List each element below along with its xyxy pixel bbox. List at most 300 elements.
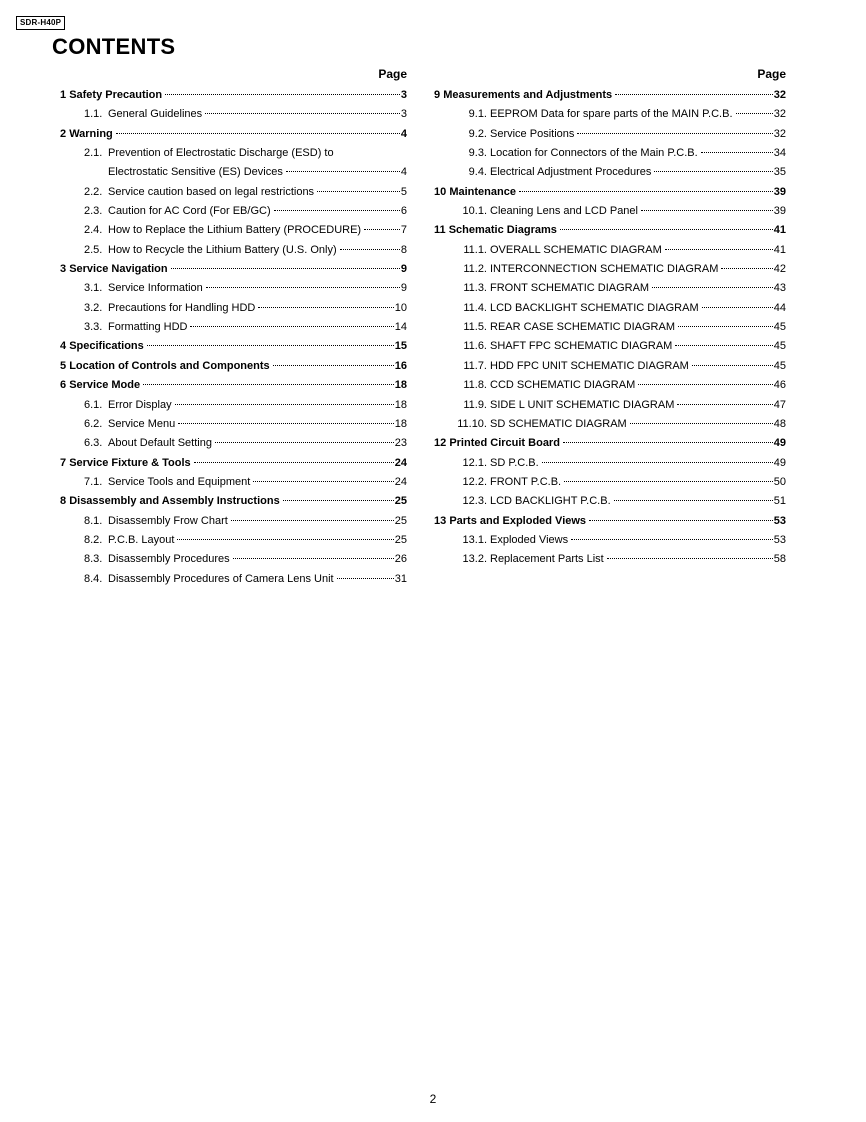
toc-entry-number: 9.3. bbox=[468, 147, 487, 160]
dot-leader bbox=[258, 306, 393, 308]
model-tag: SDR-H40P bbox=[16, 16, 65, 30]
toc-entry[interactable] bbox=[434, 415, 786, 434]
dot-leader bbox=[654, 170, 772, 172]
dot-leader bbox=[177, 538, 393, 540]
toc-entry-page: 7 bbox=[400, 224, 407, 237]
toc-entry-title: Location for Connectors of the Main P.C.B. bbox=[490, 147, 698, 160]
dot-leader bbox=[286, 170, 400, 172]
toc-entry-title: Replacement Parts List bbox=[490, 553, 604, 566]
toc-entry-label bbox=[451, 241, 662, 260]
page-column-header: Page bbox=[378, 67, 407, 81]
dot-leader bbox=[194, 461, 394, 463]
toc-entry-page: 41 bbox=[773, 224, 786, 237]
toc-entry[interactable] bbox=[60, 279, 407, 298]
toc-entry-label bbox=[451, 492, 611, 511]
toc-entry-label bbox=[451, 163, 651, 182]
dot-leader bbox=[206, 286, 400, 288]
toc-entry[interactable] bbox=[60, 570, 407, 589]
dot-leader bbox=[589, 519, 773, 521]
toc-entry-page: 9 bbox=[400, 282, 407, 295]
toc-entry-page: 25 bbox=[394, 514, 407, 527]
dot-leader bbox=[337, 577, 394, 579]
toc-entry-number: 11.8. bbox=[463, 379, 487, 392]
toc-section[interactable] bbox=[60, 376, 407, 395]
toc-entry-label bbox=[451, 260, 718, 279]
toc-entry-page: 47 bbox=[773, 398, 786, 411]
toc-entry[interactable] bbox=[434, 396, 786, 415]
dot-leader bbox=[721, 267, 772, 269]
toc-entry-title: SIDE L UNIT SCHEMATIC DIAGRAM bbox=[490, 398, 675, 411]
toc-entry-page: 45 bbox=[773, 340, 786, 353]
dot-leader bbox=[607, 557, 773, 559]
dot-leader bbox=[615, 93, 773, 95]
toc-entry-title: SHAFT FPC SCHEMATIC DIAGRAM bbox=[490, 340, 673, 353]
toc-entry-label bbox=[451, 415, 627, 434]
dot-leader bbox=[165, 93, 400, 95]
toc-entry-page: 3 bbox=[400, 108, 407, 121]
toc-entry[interactable] bbox=[60, 415, 407, 434]
toc-entry-page: 53 bbox=[773, 533, 786, 546]
toc-entry-label bbox=[451, 396, 674, 415]
toc-entry-page: 53 bbox=[773, 514, 786, 527]
toc-entry-page: 9 bbox=[400, 263, 407, 276]
toc-entry-page: 45 bbox=[773, 321, 786, 334]
toc-section[interactable] bbox=[60, 260, 407, 279]
toc-entry-number: 9.4. bbox=[468, 166, 487, 179]
dot-leader bbox=[736, 112, 773, 114]
toc-entry-label bbox=[60, 492, 280, 511]
toc-entry-title: Precautions for Handling HDD bbox=[108, 301, 256, 314]
toc-column-right bbox=[434, 66, 786, 570]
toc-entry-page: 18 bbox=[394, 379, 407, 392]
toc-entry-title: Measurements and Adjustments bbox=[443, 89, 613, 101]
toc-entry-number: 9.1. bbox=[468, 108, 487, 121]
toc-entry-title: How to Replace the Lithium Battery (PROCEDURE) bbox=[108, 224, 362, 237]
toc-entry-page: 4 bbox=[400, 127, 407, 140]
toc-entry-title: Electrical Adjustment Procedures bbox=[490, 166, 652, 179]
toc-entry-title: General Guidelines bbox=[108, 108, 203, 121]
toc-entry-number: 10 bbox=[434, 185, 447, 198]
toc-section[interactable] bbox=[434, 183, 786, 202]
toc-entry[interactable] bbox=[60, 144, 407, 163]
toc-entry-label bbox=[451, 125, 574, 144]
toc-entry-page: 18 bbox=[394, 417, 407, 430]
toc-entry-label bbox=[60, 125, 113, 144]
toc-entry-number: 3.3. bbox=[84, 321, 103, 334]
dot-leader bbox=[171, 267, 400, 269]
toc-entry-label bbox=[434, 183, 516, 202]
toc-entry-page: 51 bbox=[773, 495, 786, 508]
toc-entry-label bbox=[434, 434, 560, 453]
toc-entry-title: About Default Setting bbox=[108, 437, 212, 450]
toc-entry-page: 58 bbox=[773, 553, 786, 566]
dot-leader bbox=[652, 286, 773, 288]
toc-entry-page: 15 bbox=[394, 340, 407, 353]
toc-entry[interactable] bbox=[434, 376, 786, 395]
toc-entry-page: 41 bbox=[773, 243, 786, 256]
toc-entry-label bbox=[451, 376, 635, 395]
toc-entry[interactable] bbox=[434, 454, 786, 473]
toc-entry[interactable] bbox=[60, 550, 407, 569]
toc-entry-page: 24 bbox=[394, 456, 407, 469]
toc-entry-title: Service Tools and Equipment bbox=[108, 475, 251, 488]
dot-leader bbox=[630, 422, 773, 424]
toc-entry-label bbox=[84, 473, 250, 492]
toc-entry-title: Safety Precaution bbox=[69, 89, 163, 101]
toc-entry-number: 8.3. bbox=[84, 553, 103, 566]
toc-entry-title: Specifications bbox=[69, 340, 144, 353]
toc-entry-number: 11.4. bbox=[463, 301, 487, 314]
toc-entry-number: 13 bbox=[434, 514, 447, 527]
toc-entry-label bbox=[451, 144, 698, 163]
toc-entry-label bbox=[451, 531, 568, 550]
dot-leader bbox=[519, 190, 773, 192]
toc-entry-number: 9.2. bbox=[468, 127, 487, 140]
dot-leader bbox=[614, 499, 773, 501]
toc-entry-title: Service Positions bbox=[490, 127, 575, 140]
toc-entry-page: 14 bbox=[394, 321, 407, 334]
toc-entry-number: 3.2. bbox=[84, 301, 103, 314]
toc-entry-title: Cleaning Lens and LCD Panel bbox=[490, 205, 638, 218]
toc-entry-number: 3.1. bbox=[84, 282, 103, 295]
toc-section[interactable] bbox=[60, 357, 407, 376]
toc-entry-label bbox=[451, 202, 638, 221]
dot-leader bbox=[233, 557, 394, 559]
toc-entry-label bbox=[84, 144, 334, 163]
toc-entry[interactable] bbox=[434, 105, 786, 124]
toc-entry[interactable] bbox=[434, 241, 786, 260]
toc-entry-page: 23 bbox=[394, 437, 407, 450]
toc-entry-title: SD SCHEMATIC DIAGRAM bbox=[490, 417, 627, 430]
dot-leader bbox=[231, 519, 394, 521]
toc-entry-title: Formatting HDD bbox=[108, 321, 188, 334]
toc-entry-page: 39 bbox=[773, 185, 786, 198]
toc-list-right bbox=[434, 86, 786, 570]
toc-entry-page: 46 bbox=[773, 379, 786, 392]
toc-entry[interactable] bbox=[60, 163, 407, 182]
toc-entry-number: 2.1. bbox=[84, 147, 103, 160]
toc-entry-page: 42 bbox=[773, 263, 786, 276]
toc-entry-page: 32 bbox=[773, 127, 786, 140]
toc-entry-number: 7 bbox=[60, 456, 67, 469]
toc-entry-number: 2.4. bbox=[84, 224, 103, 237]
toc-entry-title: REAR CASE SCHEMATIC DIAGRAM bbox=[490, 321, 675, 334]
toc-entry-title: Disassembly Procedures of Camera Lens Unit bbox=[108, 572, 334, 585]
toc-entry-number: 6 bbox=[60, 379, 67, 392]
toc-entry-label bbox=[84, 512, 228, 531]
toc-entry-title: Prevention of Electrostatic Discharge (ESD) to bbox=[108, 147, 334, 160]
dot-leader bbox=[215, 441, 394, 443]
toc-entry-label bbox=[108, 163, 283, 182]
toc-entry-label bbox=[434, 512, 586, 531]
toc-entry-title: Service caution based on legal restrictions bbox=[108, 185, 315, 198]
dot-leader bbox=[692, 364, 773, 366]
toc-entry-page: 25 bbox=[394, 495, 407, 508]
toc-entry-page: 35 bbox=[773, 166, 786, 179]
toc-entry[interactable] bbox=[434, 318, 786, 337]
toc-section[interactable] bbox=[434, 434, 786, 453]
dot-leader bbox=[665, 248, 773, 250]
toc-entry[interactable] bbox=[434, 163, 786, 182]
dot-leader bbox=[283, 499, 394, 501]
toc-entry-title: Disassembly and Assembly Instructions bbox=[69, 495, 280, 508]
dot-leader bbox=[143, 383, 394, 385]
toc-entry-page: 4 bbox=[400, 166, 407, 179]
toc-entry-number: 6.1. bbox=[84, 398, 103, 411]
toc-entry-title: Service Information bbox=[108, 282, 203, 295]
toc-entry-page: 16 bbox=[394, 359, 407, 372]
toc-entry-title: Service Fixture & Tools bbox=[69, 456, 191, 469]
toc-entry-number: 1.1. bbox=[84, 108, 103, 121]
dot-leader bbox=[147, 344, 394, 346]
toc-entry-number: 1 bbox=[60, 89, 67, 101]
dot-leader bbox=[340, 248, 400, 250]
toc-entry-title: P.C.B. Layout bbox=[108, 533, 175, 546]
dot-leader bbox=[178, 422, 393, 424]
dot-leader bbox=[702, 306, 773, 308]
toc-entry-title: LCD BACKLIGHT P.C.B. bbox=[490, 495, 611, 508]
toc-entry-label bbox=[451, 454, 539, 473]
toc-entry-title: Maintenance bbox=[449, 185, 516, 198]
toc-section[interactable] bbox=[60, 86, 407, 105]
toc-entry-page: 49 bbox=[773, 437, 786, 450]
page-number: 2 bbox=[429, 1092, 437, 1106]
toc-entry-number: 8 bbox=[60, 495, 67, 508]
toc-entry-number: 8.2. bbox=[84, 533, 103, 546]
toc-entry-label bbox=[451, 550, 604, 569]
toc-entry-label bbox=[84, 299, 255, 318]
toc-entry-label bbox=[434, 221, 557, 240]
toc-entry-title: Service Mode bbox=[69, 379, 141, 392]
toc-entry-label bbox=[84, 434, 212, 453]
toc-entry-label bbox=[60, 337, 144, 356]
toc-entry-page: 49 bbox=[773, 456, 786, 469]
toc-entry-title: LCD BACKLIGHT SCHEMATIC DIAGRAM bbox=[490, 301, 699, 314]
toc-entry[interactable] bbox=[434, 125, 786, 144]
toc-entry-number: 5 bbox=[60, 359, 67, 372]
toc-entry-page: 31 bbox=[394, 572, 407, 585]
dot-leader bbox=[175, 403, 394, 405]
toc-entry-page: 5 bbox=[400, 185, 407, 198]
page-title: CONTENTS bbox=[52, 34, 176, 59]
toc-entry-title: Printed Circuit Board bbox=[449, 437, 560, 450]
toc-entry[interactable] bbox=[434, 260, 786, 279]
toc-entry-number: 12.2. bbox=[462, 475, 487, 488]
toc-entry-number: 11.3. bbox=[463, 282, 487, 295]
toc-entry-label bbox=[434, 86, 612, 105]
toc-entry[interactable] bbox=[60, 202, 407, 221]
toc-entry-page: 32 bbox=[773, 108, 786, 121]
toc-section[interactable] bbox=[434, 221, 786, 240]
toc-entry-number: 12.1. bbox=[462, 456, 487, 469]
toc-entry-label bbox=[84, 279, 203, 298]
toc-section[interactable] bbox=[434, 86, 786, 105]
toc-entry-page: 6 bbox=[400, 205, 407, 218]
dot-leader bbox=[205, 112, 400, 114]
dot-leader bbox=[677, 403, 772, 405]
toc-entry-page: 34 bbox=[773, 147, 786, 160]
toc-entry-title: Warning bbox=[69, 127, 113, 140]
toc-entry-title: Caution for AC Cord (For EB/GC) bbox=[108, 205, 271, 218]
toc-entry[interactable] bbox=[60, 531, 407, 550]
dot-leader bbox=[563, 441, 773, 443]
toc-entry[interactable] bbox=[60, 241, 407, 260]
toc-entry-label bbox=[84, 105, 202, 124]
toc-entry-title: Parts and Exploded Views bbox=[449, 514, 587, 527]
toc-entry-number: 2.5. bbox=[84, 243, 103, 256]
toc-entry-title: Electrostatic Sensitive (ES) Devices bbox=[108, 166, 283, 179]
toc-entry-number: 8.1. bbox=[84, 514, 103, 527]
toc-entry[interactable] bbox=[434, 279, 786, 298]
toc-entry-number: 3 bbox=[60, 263, 67, 276]
toc-entry-label bbox=[84, 183, 314, 202]
toc-entry-number: 11.5. bbox=[463, 321, 487, 334]
toc-entry-label bbox=[84, 221, 361, 240]
toc-entry[interactable] bbox=[434, 473, 786, 492]
toc-entry-page: 45 bbox=[773, 359, 786, 372]
toc-entry[interactable] bbox=[434, 337, 786, 356]
toc-entry-label bbox=[84, 396, 172, 415]
toc-entry-title: Exploded Views bbox=[490, 533, 569, 546]
toc-entry-page: 8 bbox=[400, 243, 407, 256]
toc-entry-label bbox=[60, 86, 162, 105]
dot-leader bbox=[571, 538, 773, 540]
dot-leader bbox=[190, 325, 393, 327]
toc-entry-number: 2 bbox=[60, 127, 67, 140]
toc-entry-number: 6.3. bbox=[84, 437, 103, 450]
toc-entry[interactable] bbox=[434, 299, 786, 318]
toc-entry-title: SD P.C.B. bbox=[490, 456, 539, 469]
dot-leader bbox=[116, 132, 400, 134]
dot-leader bbox=[638, 383, 773, 385]
dot-leader bbox=[675, 344, 772, 346]
toc-entry-label bbox=[451, 299, 699, 318]
toc-section[interactable] bbox=[60, 125, 407, 144]
toc-entry-label bbox=[60, 454, 191, 473]
toc-entry-label bbox=[84, 550, 230, 569]
toc-entry[interactable] bbox=[434, 144, 786, 163]
dot-leader bbox=[542, 461, 773, 463]
toc-entry[interactable] bbox=[60, 105, 407, 124]
dot-leader bbox=[577, 132, 772, 134]
toc-entry-number: 13.1. bbox=[462, 533, 487, 546]
dot-leader bbox=[678, 325, 773, 327]
dot-leader bbox=[317, 190, 400, 192]
toc-entry-number: 11.10. bbox=[457, 417, 487, 430]
toc-entry-number: 8.4. bbox=[84, 572, 103, 585]
toc-entry-page: 3 bbox=[400, 89, 407, 101]
toc-entry-page: 26 bbox=[394, 553, 407, 566]
toc-entry[interactable] bbox=[60, 512, 407, 531]
dot-leader bbox=[564, 480, 773, 482]
toc-entry-title: Location of Controls and Components bbox=[69, 359, 270, 372]
toc-entry-number: 13.2. bbox=[462, 553, 487, 566]
toc-entry[interactable] bbox=[60, 434, 407, 453]
toc-entry-label bbox=[60, 260, 168, 279]
toc-entry-page: 39 bbox=[773, 205, 786, 218]
toc-entry-title: FRONT P.C.B. bbox=[490, 475, 562, 488]
toc-entry-number: 2.2. bbox=[84, 185, 103, 198]
toc-entry-page: 25 bbox=[394, 533, 407, 546]
toc-entry[interactable] bbox=[434, 550, 786, 569]
toc-entry-number: 6.2. bbox=[84, 417, 103, 430]
toc-entry-label bbox=[84, 415, 175, 434]
toc-entry[interactable] bbox=[60, 299, 407, 318]
toc-entry[interactable] bbox=[60, 221, 407, 240]
toc-entry-title: Schematic Diagrams bbox=[448, 224, 557, 237]
toc-entry-number: 11.1. bbox=[463, 243, 487, 256]
toc-section[interactable] bbox=[434, 512, 786, 531]
toc-entry-label bbox=[84, 202, 271, 221]
toc-entry[interactable] bbox=[60, 473, 407, 492]
toc-entry-page: 24 bbox=[394, 475, 407, 488]
toc-entry-title: INTERCONNECTION SCHEMATIC DIAGRAM bbox=[490, 263, 719, 276]
toc-entry-page: 48 bbox=[773, 417, 786, 430]
toc-entry-number: 11.7. bbox=[463, 359, 487, 372]
dot-leader bbox=[253, 480, 393, 482]
toc-entry[interactable] bbox=[434, 357, 786, 376]
dot-leader bbox=[274, 209, 400, 211]
toc-entry-label bbox=[84, 241, 337, 260]
toc-column-left bbox=[60, 66, 407, 589]
toc-entry-page: 32 bbox=[773, 89, 786, 101]
toc-entry-page: 50 bbox=[773, 475, 786, 488]
toc-entry-label bbox=[451, 337, 672, 356]
dot-leader bbox=[701, 151, 773, 153]
toc-entry-label bbox=[451, 279, 649, 298]
toc-entry-label bbox=[60, 376, 140, 395]
toc-entry-label bbox=[60, 357, 270, 376]
toc-entry-label bbox=[451, 318, 675, 337]
toc-entry[interactable] bbox=[60, 396, 407, 415]
toc-entry-number: 9 bbox=[434, 89, 441, 101]
toc-entry[interactable] bbox=[434, 531, 786, 550]
toc-entry[interactable] bbox=[60, 318, 407, 337]
toc-entry-label bbox=[451, 357, 689, 376]
toc-entry-title: Service Navigation bbox=[69, 263, 168, 276]
toc-entry-number: 2.3. bbox=[84, 205, 103, 218]
toc-section[interactable] bbox=[60, 454, 407, 473]
toc-entry-page: 10 bbox=[394, 301, 407, 314]
toc-entry[interactable] bbox=[434, 492, 786, 511]
toc-entry-page: 44 bbox=[773, 301, 786, 314]
dot-leader bbox=[364, 228, 400, 230]
toc-entry-title: Disassembly Procedures bbox=[108, 553, 230, 566]
toc-entry-title: CCD SCHEMATIC DIAGRAM bbox=[490, 379, 636, 392]
toc-section[interactable] bbox=[60, 337, 407, 356]
toc-entry-title: OVERALL SCHEMATIC DIAGRAM bbox=[490, 243, 662, 256]
dot-leader bbox=[641, 209, 773, 211]
dot-leader bbox=[273, 364, 394, 366]
toc-entry-label bbox=[84, 531, 174, 550]
toc-entry-title: Disassembly Frow Chart bbox=[108, 514, 228, 527]
toc-entry-number: 11.2. bbox=[463, 263, 487, 276]
toc-entry-number: 10.1. bbox=[462, 205, 487, 218]
toc-entry-number: 7.1. bbox=[84, 475, 103, 488]
toc-entry-title: Service Menu bbox=[108, 417, 176, 430]
toc-entry-page: 43 bbox=[773, 282, 786, 295]
toc-entry[interactable] bbox=[434, 202, 786, 221]
toc-entry-title: Error Display bbox=[108, 398, 172, 411]
toc-entry-number: 12 bbox=[434, 437, 447, 450]
toc-section[interactable] bbox=[60, 492, 407, 511]
dot-leader bbox=[560, 228, 773, 230]
toc-entry-number: 11.6. bbox=[463, 340, 487, 353]
toc-entry-title: HDD FPC UNIT SCHEMATIC DIAGRAM bbox=[490, 359, 689, 372]
toc-entry-number: 4 bbox=[60, 340, 67, 353]
toc-entry-label bbox=[84, 318, 187, 337]
toc-entry[interactable] bbox=[60, 183, 407, 202]
